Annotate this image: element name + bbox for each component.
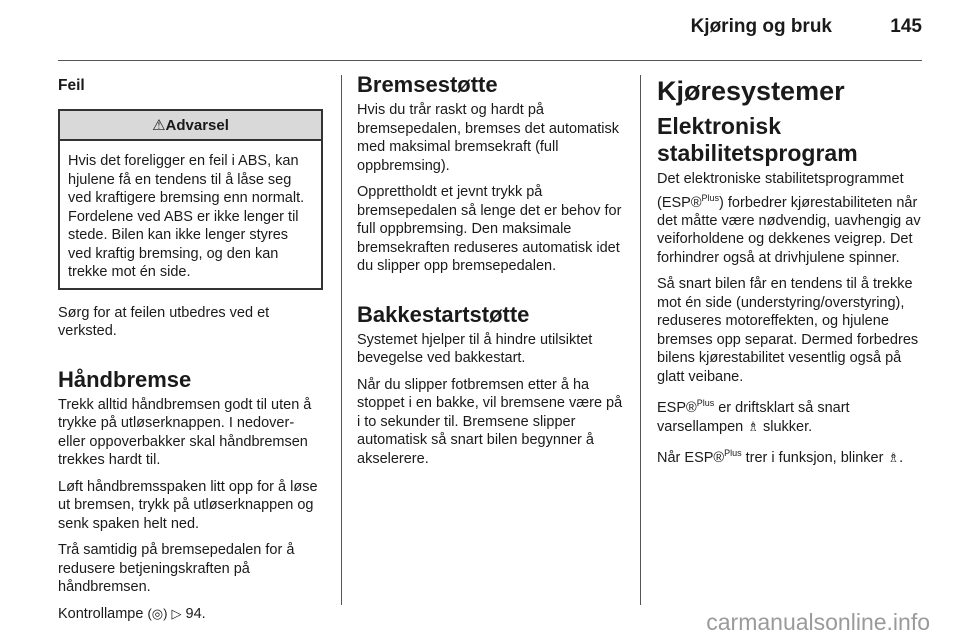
page-ref-icon: ▷ bbox=[171, 605, 182, 621]
paragraph-handbrake-4 bbox=[58, 605, 323, 624]
chapter-heading: Kjøresystemer bbox=[657, 76, 845, 106]
section-heading-esp: Elektronisk stabilitetsprogram bbox=[657, 113, 858, 166]
page-number: 145 bbox=[890, 16, 922, 37]
paragraph-brake-assist-2: Opprettholdt et jevnt trykk på bremsepedalen så lenge det er behov for full oppbremsing. Den maksimale bremsekraften reduseres automatisk idet du slipper opp bremsepedalen. bbox=[357, 184, 622, 274]
paragraph-handbrake-2: Løft håndbremsspaken litt opp for å løse ut bremsen, trykk på utløserknappen og senk spaken helt ned. bbox=[58, 478, 318, 532]
column-divider-2 bbox=[640, 75, 641, 605]
header-rule bbox=[58, 60, 922, 61]
paragraph-hill-start-2: Når du slipper fotbremsen etter å ha stoppet i en bakke, vil bremsene være på i to sekunder til. Bremsene slipper automatisk så snart bilen begynner å akselerere. bbox=[357, 376, 623, 467]
paragraph-handbrake-3: Trå samtidig på bremsepedalen for å redusere betjeningskraften på håndbremsen. bbox=[58, 542, 295, 595]
paragraph-esp-2: Så snart bilen får en tendens til å trekke mot én side (understyring/overstyring), reduseres motoreffekten, og hjulene bremses opp separat. Dermed forbedres bilens kjørestabilitet vesentlig også på glatt veibane. bbox=[657, 276, 919, 385]
paragraph-hill-start-1: Systemet hjelper til å hindre utilsiktet bevegelse ved bakkestart. bbox=[357, 331, 593, 366]
watermark: carmanualsonline.info bbox=[706, 609, 930, 635]
column-1 bbox=[58, 72, 323, 631]
section-heading-handbrake: Håndbremse bbox=[58, 366, 192, 392]
indicator-label: Kontrollampe bbox=[58, 605, 144, 622]
column-divider-1 bbox=[341, 75, 342, 605]
warning-header bbox=[60, 111, 321, 141]
section-heading-brake-assist: Bremsestøtte bbox=[357, 72, 498, 97]
page-reference: 94. bbox=[185, 605, 206, 622]
esp-text-b: ) forbedrer kjørestabiliteten når det måtte være nødvendig, uavhengig av veiforholdene og dekkenes veigrep. Det forhindrer også at drivhjulene spinner. bbox=[657, 194, 921, 266]
plus-superscript-3: Plus bbox=[724, 448, 742, 459]
paragraph-handbrake-1: Trekk alltid håndbremsen godt til uten å trykke på utløserknappen. I nedover- eller oppoverbakker skal håndbremsen trekkes hardt til. bbox=[58, 396, 312, 468]
column-3 bbox=[657, 72, 925, 475]
esp-text-g: trer i funksjon, blinker bbox=[741, 449, 884, 466]
paragraph-esp-1 bbox=[657, 170, 925, 267]
warning-title: Advarsel bbox=[165, 117, 229, 134]
esp-lamp-icon-2: ♗ bbox=[887, 449, 900, 465]
esp-text-f: Når ESP® bbox=[657, 449, 725, 466]
plus-superscript: Plus bbox=[701, 192, 720, 203]
section-heading-hill-start: Bakkestartstøtte bbox=[357, 301, 530, 327]
column-2 bbox=[357, 72, 624, 476]
esp-lamp-icon: ♗ bbox=[747, 418, 759, 434]
plus-superscript-2: Plus bbox=[696, 398, 715, 409]
paragraph-esp-4: Når ESP®$^{Plus}$ trer i funksjon, blinker ♗. bbox=[657, 448, 904, 466]
paragraph-repair: Sørg for at feilen utbedres ved et verksted. bbox=[58, 304, 270, 339]
esp-text-e: slukker. bbox=[762, 418, 813, 435]
paragraph-esp-3 bbox=[657, 394, 925, 436]
paragraph-brake-assist-1: Hvis du trår raskt og hardt på bremsepedalen, bremses det automatisk med maksimal bremsekraft (full oppbremsing). bbox=[357, 102, 619, 174]
esp-text-d: er driftsklart så snart varsellampen bbox=[657, 400, 850, 435]
esp-text-a: Det elektroniske stabilitetsprogrammet (ESP® bbox=[657, 171, 904, 211]
warning-box bbox=[58, 109, 323, 290]
header-title: Kjøring og bruk bbox=[690, 16, 832, 37]
warning-icon: ⚠ bbox=[152, 117, 166, 134]
esp-text-c: ESP® bbox=[657, 400, 697, 417]
warning-text: Hvis det foreligger en feil i ABS, kan hjulene få en tendens til å låse seg ved kraftigere bremsing enn normalt. Fordelene ved ABS er ikke lenger til stede. Bilen kan ikke lenger styres ved kraftig bremsing, og den kan trekke mot én side. bbox=[68, 153, 305, 280]
section-heading-feil: Feil bbox=[58, 77, 85, 94]
brake-lamp-icon: (◎) bbox=[147, 605, 168, 621]
page-header bbox=[0, 0, 960, 56]
